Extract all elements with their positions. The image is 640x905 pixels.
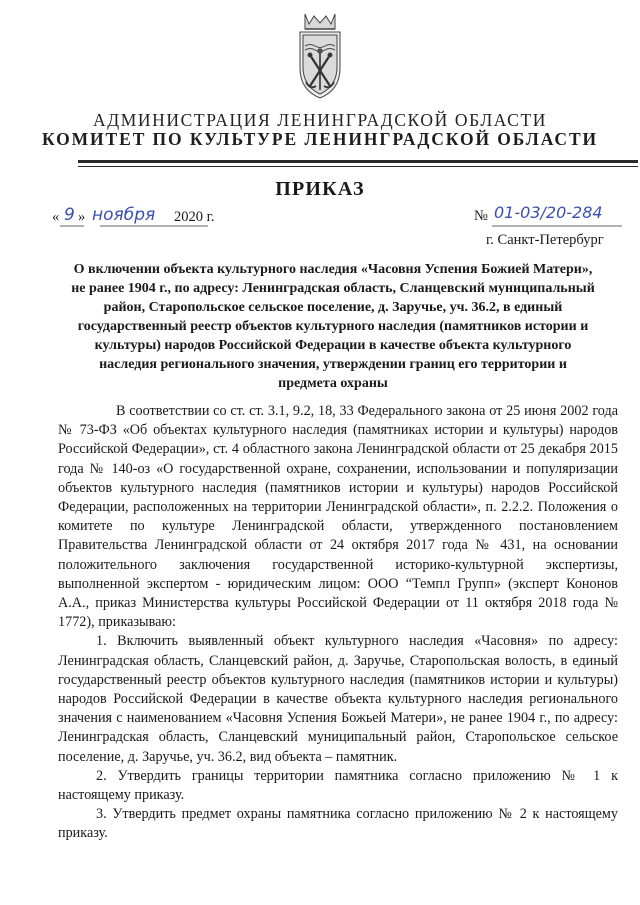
date-close-quote: » [78,209,86,225]
order-item-2: 2. Утвердить границы территории памятника согласно приложению № 1 к настоящему приказу. [58,767,618,804]
order-item-3: 3. Утвердить предмет охраны памятника согласно приложению № 2 к настоящему приказу. [58,806,618,842]
document-type-heading: ПРИКАЗ [275,178,365,200]
order-title: О включении объекта культурного наследия «Часовня Успения Божией Матери», не ранее 1904 г., по адресу: Ленинградская область, Сланцевский муниципальный район, Старопольское сельское поселение, д. Заручье, уч. 36.2, в единый государственный реестр объектов культурного наследия (памятников истории и культуры) народов Российской Федерации в качестве объекта культурного наследия регионального значения, утверждении границ его территории и предмета охраны [71,262,595,391]
date-month: ноября [92,205,156,225]
date-year: 2020 г. [174,209,215,225]
organization-name: АДМИНИСТРАЦИЯ ЛЕНИНГРАДСКОЙ ОБЛАСТИ [93,110,547,130]
order-body [58,402,618,844]
header-divider-thick [78,160,638,163]
header-divider-thin [78,166,638,167]
issue-city: г. Санкт-Петербург [486,232,604,248]
order-item-1: 1. Включить выявленный объект культурного наследия «Часовня» по адресу: Ленинградская область, Сланцевский район, д. Заручье, Старопольская волость, в единый государственный реестр объектов культурного наследия (памятников истории и культуры) народов Российской Федерации в качестве объекта культурного наследия регионального значения с наименованием «Часовня Успения Божьей Матери», не ранее 1904 г., по адресу: Ленинградская область, Сланцевский муниципальный район, Старопольское сельское поселение, д. Заручье, уч. 36.2, вид объекта – памятник. [58,633,618,765]
coat-of-arms-icon [296,10,344,100]
number-value: 01-03/20-284 [494,203,603,222]
date-day: 9 [64,205,75,225]
committee-name: КОМИТЕТ ПО КУЛЬТУРЕ ЛЕНИНГРАДСКОЙ ОБЛАСТИ [41,129,599,149]
number-sign: № [474,208,488,224]
preamble-paragraph: В соответствии со ст. ст. 3.1, 9.2, 18, 33 Федерального закона от 25 июня 2002 года № 73-ФЗ «Об объектах культурного наследия (памятниках истории и культуры) народов Российской Федерации», ст. 4 областного закона Ленинградской области от 25 декабря 2015 года № 140-оз «О государственной охране, сохранении, использовании и популяризации объектов культурного наследия (памятников истории и культуры) народов Российской Федерации, расположенных на территории Ленинградской области», п. 2.2.2. Положения о комитете по культуре Ленинградской области, утвержденного постановлением Правительства Ленинградской области от 24 октября 2017 года № 431, на основании положительного заключения государственной историко-культурной экспертизы, выполненной экспертом - юридическим лицом: ООО “Темпл Групп» (эксперт Кононов А.А., приказ Министерства культуры Российской Федерации от 11 октября 2018 года № 1772), приказываю: [58,403,618,631]
date-open-quote: « [52,209,60,225]
number-underline [492,224,622,228]
